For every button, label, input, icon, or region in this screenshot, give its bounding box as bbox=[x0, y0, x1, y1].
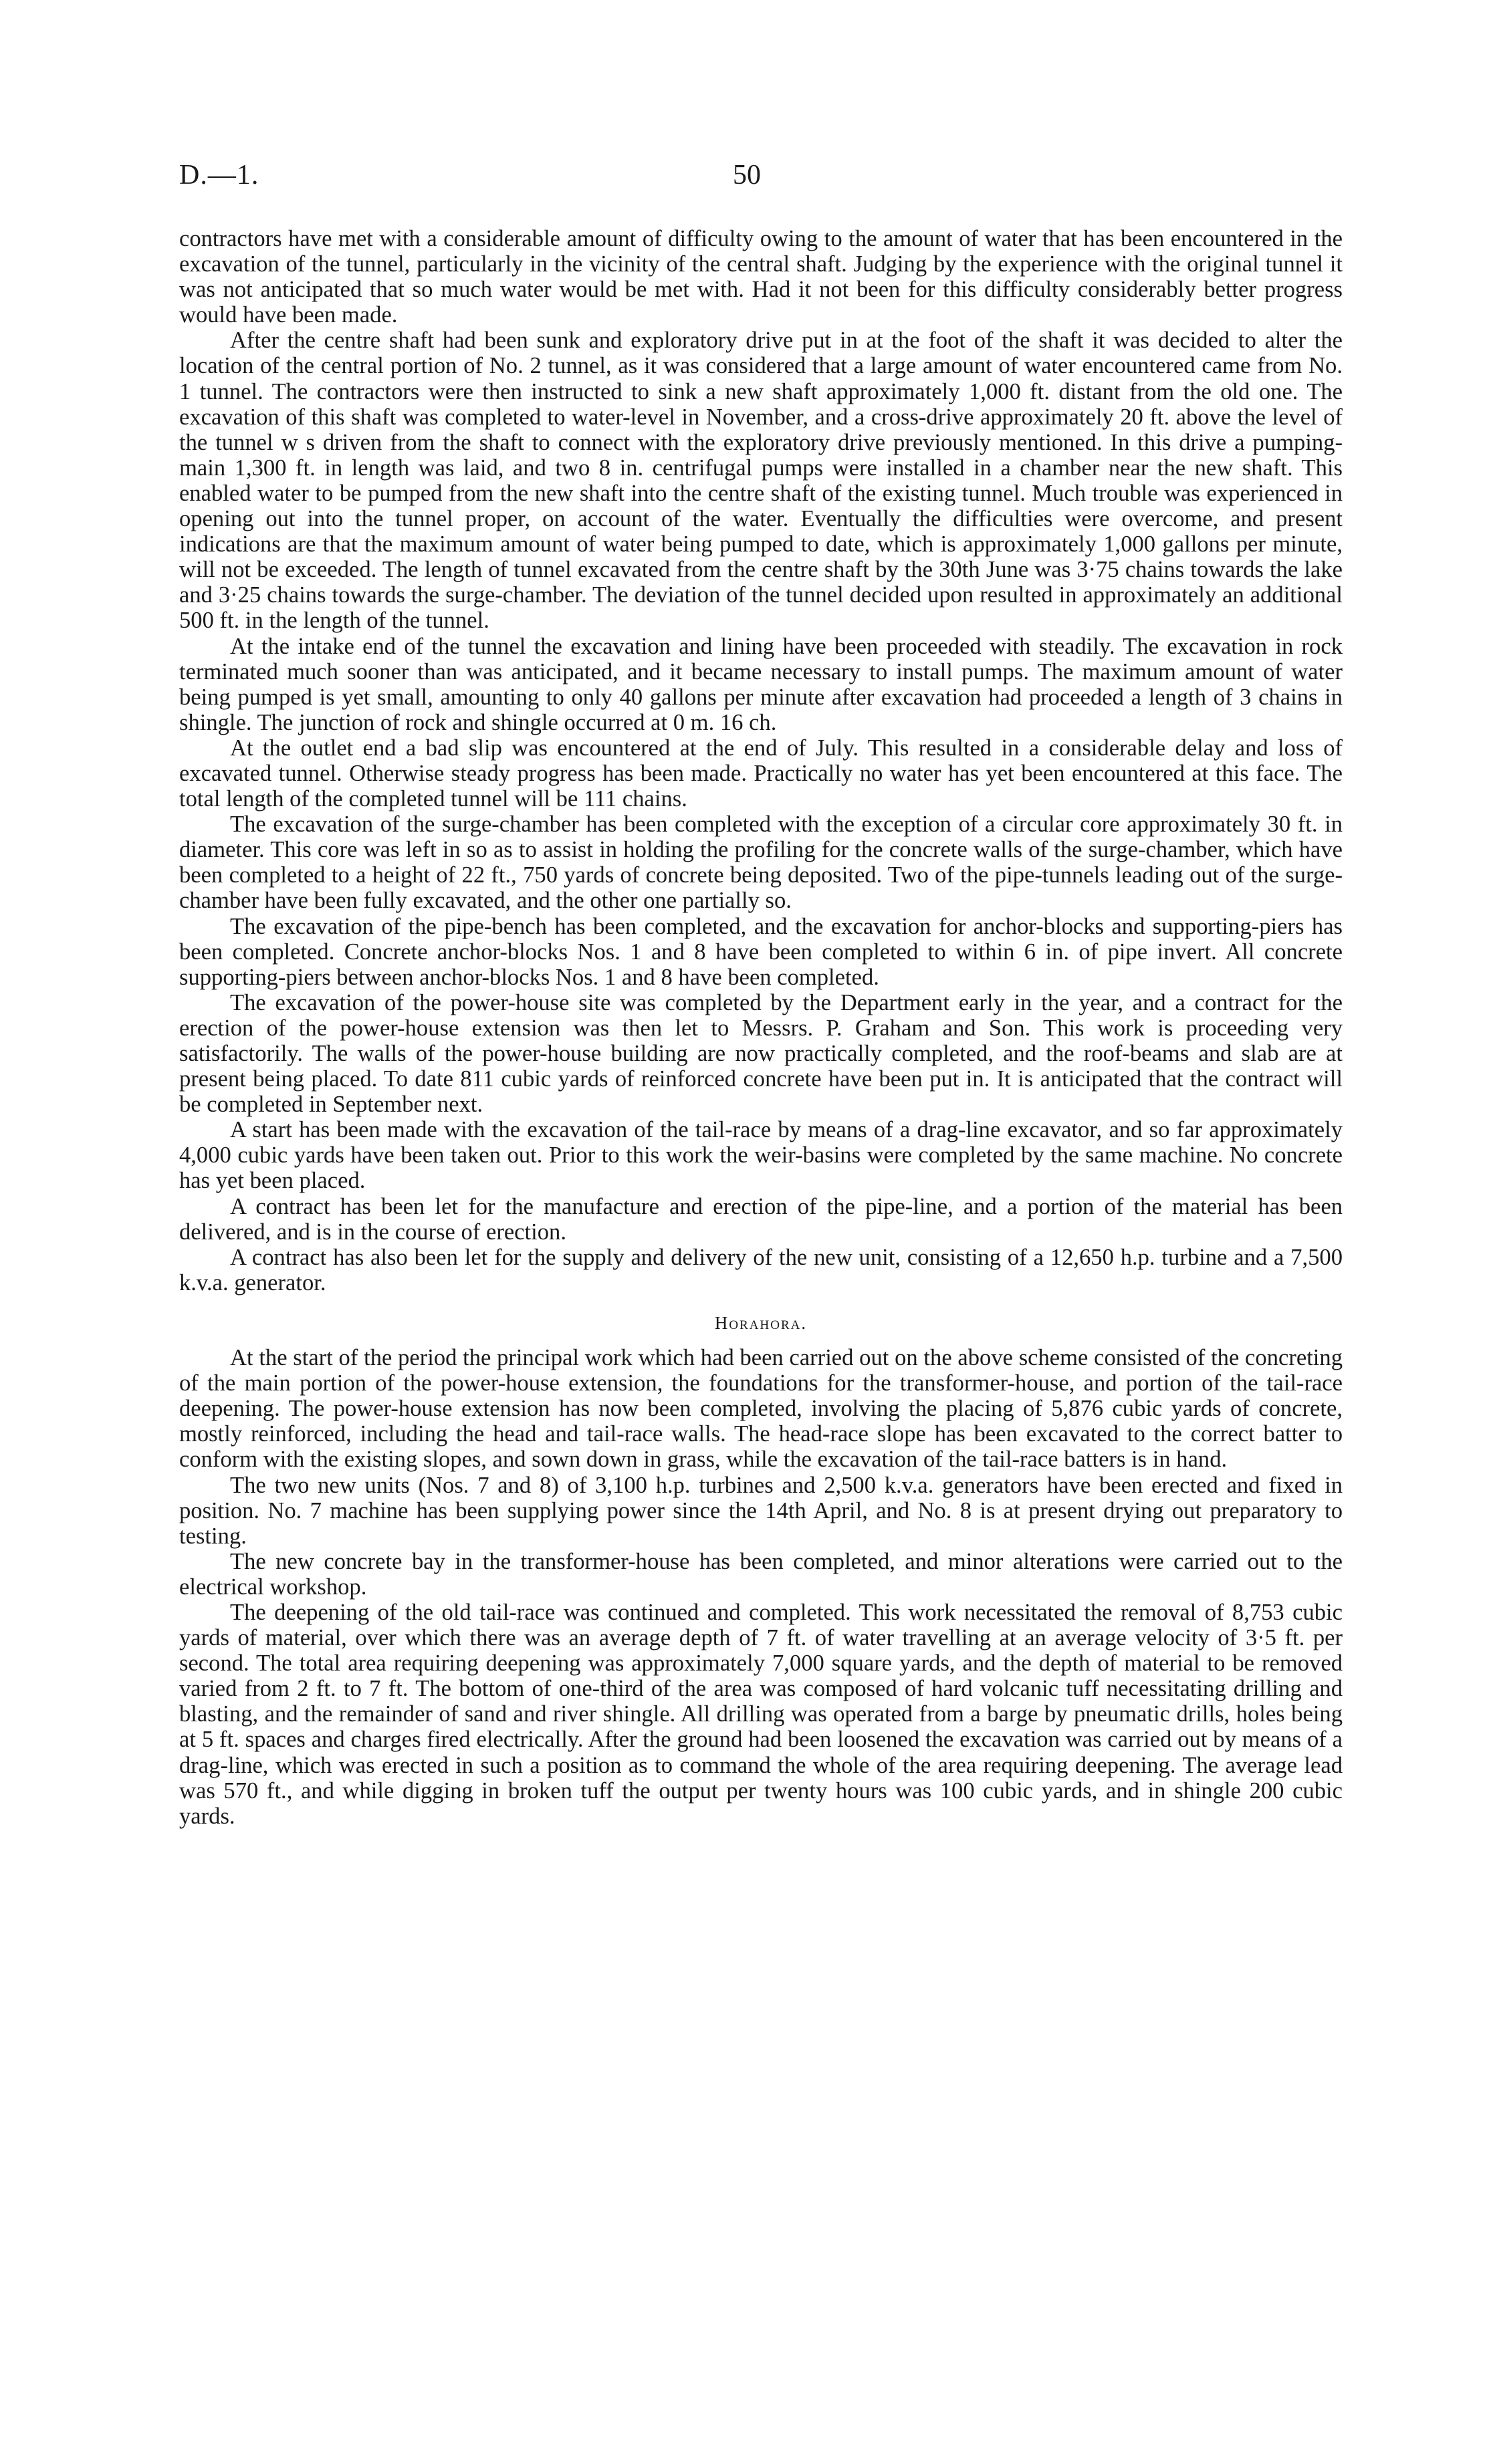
section-heading: Horahora. bbox=[714, 1312, 808, 1333]
paragraph: The deepening of the old tail-race was continued and completed. This work necessitated the removal of 8,753 cubic yards of material, over which there was an average depth of 7 ft. of water travelling at an average velocity of 3·5 ft. per second. The total area requiring deepening was approximately 7,000 square yards, and the depth of material to be removed varied from 2 ft. to 7 ft. The bottom of one-third of the area was composed of hard volcanic tuff necessitating drilling and blasting, and the remainder of sand and river shingle. All drilling was operated from a barge by pneumatic drills, holes being at 5 ft. spaces and charges fired electrically. After the ground had been loosened the excavation was carried out by means of a drag-line, which was erected in such a position as to command the whole of the area requiring deepening. The average lead was 570 ft., and while digging in broken tuff the output per twenty hours was 100 cubic yards, and in shingle 200 cubic yards. bbox=[179, 1599, 1343, 1829]
paragraph: After the centre shaft had been sunk and exploratory drive put in at the foot of the shaft it was decided to alter the location of the central portion of No. 2 tunnel, as it was considered that a large amount of water encountered came from No. 1 tunnel. The contractors were then instructed to sink a new shaft approximately 1,000 ft. distant from the old one. The excavation of this shaft was completed to water-level in November, and a cross-drive approximately 20 ft. above the level of the tunnel w s driven from the shaft to connect with the exploratory drive previously mentioned. In this drive a pumping-main 1,300 ft. in length was laid, and two 8 in. centrifugal pumps were installed in a chamber near the new shaft. This enabled water to be pumped from the new shaft into the centre shaft of the existing tunnel. Much trouble was experienced in opening out into the tunnel proper, on account of the water. Eventually the difficulties were overcome, and present indications are that the maximum amount of water being pumped to date, which is approximately 1,000 gallons per minute, will not be exceeded. The length of tunnel excavated from the centre shaft by the 30th June was 3·75 chains towards the lake and 3·25 chains towards the surge-chamber. The deviation of the tunnel decided upon resulted in approximately an additional 500 ft. in the length of the tunnel. bbox=[179, 328, 1343, 634]
paragraph: At the outlet end a bad slip was encountered at the end of July. This resulted in a considerable delay and loss of excavated tunnel. Otherwise steady progress has been made. Practically no water has yet been encountered at this face. The total length of the completed tunnel will be 111 chains. bbox=[179, 735, 1343, 812]
paragraph: contractors have met with a considerable amount of difficulty owing to the amount of water that has been encountered in the excavation of the tunnel, particularly in the vicinity of the central shaft. Judging by the experience with the original tunnel it was not anticipated that so much water would be met with. Had it not been for this difficulty considerably better progress would have been made. bbox=[179, 226, 1343, 328]
paragraph: A contract has also been let for the supply and delivery of the new unit, consisting of a 12,650 h.p. turbine and a 7,500 k.v.a. generator. bbox=[179, 1244, 1343, 1296]
paragraph: The excavation of the surge-chamber has been completed with the exception of a circular core approximately 30 ft. in diameter. This core was left in so as to assist in holding the profiling for the concrete walls of the surge-chamber, which have been completed to a height of 22 ft., 750 yards of concrete being deposited. Two of the pipe-tunnels leading out of the surge-chamber have been fully excavated, and the other one partially so. bbox=[179, 812, 1343, 914]
paragraph: The two new units (Nos. 7 and 8) of 3,100 h.p. turbines and 2,500 k.v.a. generators have been erected and fixed in position. No. 7 machine has been supplying power since the 14th April, and No. 8 is at present drying out preparatory to testing. bbox=[179, 1472, 1343, 1549]
page-number: 50 bbox=[733, 160, 761, 191]
paragraph: At the intake end of the tunnel the excavation and lining have been proceeded with steadily. The excavation in rock terminated much sooner than was anticipated, and it became necessary to install pumps. The maximum amount of water being pumped is yet small, amounting to only 40 gallons per minute after excavation had proceeded a length of 3 chains in shingle. The junction of rock and shingle occurred at 0 m. 16 ch. bbox=[179, 633, 1343, 735]
paragraph: The new concrete bay in the transformer-house has been completed, and minor alterations were carried out to the electrical workshop. bbox=[179, 1548, 1343, 1600]
document-reference: D.—1. bbox=[179, 160, 259, 191]
paragraph: A start has been made with the excavation of the tail-race by means of a drag-line excavator, and so far approximately 4,000 cubic yards have been taken out. Prior to this work the weir-basins were completed by the same machine. No concrete has yet been placed. bbox=[179, 1117, 1343, 1194]
body-text bbox=[179, 226, 1343, 1829]
paragraph: The excavation of the power-house site was completed by the Department early in the year, and a contract for the erection of the power-house extension was then let to Messrs. P. Graham and Son. This work is proceeding very satisfactorily. The walls of the power-house building are now practically completed, and the roof-beams and slab are at present being placed. To date 811 cubic yards of reinforced concrete have been put in. It is anticipated that the contract will be completed in September next. bbox=[179, 989, 1343, 1118]
paragraph: At the start of the period the principal work which had been carried out on the above scheme consisted of the concreting of the main portion of the power-house extension, the foundations for the transformer-house, and portion of the tail-race deepening. The power-house extension has now been completed, involving the placing of 5,876 cubic yards of concrete, mostly reinforced, including the head and tail-race walls. The head-race slope has been excavated to the correct batter to conform with the existing slopes, and sown down in grass, while the excavation of the tail-race batters is in hand. bbox=[179, 1345, 1343, 1473]
page-header bbox=[179, 159, 1343, 199]
paragraph: The excavation of the pipe-bench has been completed, and the excavation for anchor-blocks and supporting-piers has been completed. Concrete anchor-blocks Nos. 1 and 8 have been completed to within 6 in. of pipe invert. All concrete supporting-piers between anchor-blocks Nos. 1 and 8 have been completed. bbox=[179, 913, 1343, 990]
paragraph: A contract has been let for the manufacture and erection of the pipe-line, and a portion of the material has been delivered, and is in the course of erection. bbox=[179, 1193, 1343, 1245]
